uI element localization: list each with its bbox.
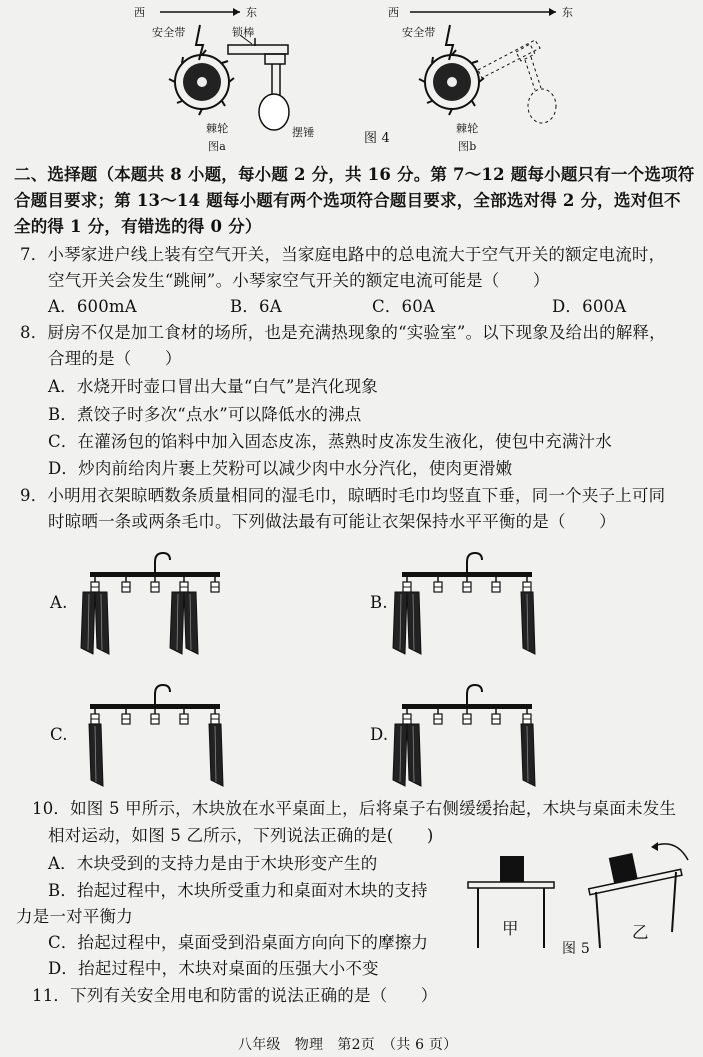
q7-stem-line2: 空气开关会发生“跳闸”。小琴家空气开关的额定电流可能是（ ） [48,271,550,290]
fig4-ratchet-label-a: 棘轮 [206,122,229,135]
fig4-west-label-a: 西 [134,6,146,19]
q10-stem-line2: 相对运动，如图 5 乙所示，下列说法正确的是( ) [48,826,434,845]
q8-option-b: B．煮饺子时多次“点水”可以降低水的沸点 [48,405,362,424]
fig4-caption-a: 图a [208,140,226,153]
q7-option-b: B．6A [230,297,282,316]
q7-option-a: A．600mA [48,297,137,316]
q10-option-b-line2: 力是一对平衡力 [16,907,133,926]
q10-stem-line1: 10．如图 5 甲所示，木块放在水平桌面上，后将桌子右侧缓缓抬起，木块与桌面未发生 [32,799,677,818]
fig5-label-jia: 甲 [502,919,519,938]
fig4-seatbelt-label-b: 安全带 [402,26,436,39]
fig4-pendulum-label: 摆锤 [292,126,315,139]
q9-label-b: B. [370,593,388,612]
q10-option-a: A．木块受到的支持力是由于木块形变产生的 [48,854,378,873]
q9-label-a: A. [50,593,68,612]
fig4-east-label-b: 东 [562,6,574,19]
q8-option-c: C．在灌汤包的馅料中加入固态皮冻，蒸熟时皮冻发生液化，使包中充满汁水 [48,432,612,451]
fig4-caption-b: 图b [458,140,477,153]
section-heading-line1: 二、选择题（本题共 8 小题，每小题 2 分，共 16 分。第 7～12 题每小题只有一个选项符 [14,165,695,184]
fig5-title: 图 5 [562,941,590,957]
q10-option-c: C．抬起过程中，桌面受到沿桌面方向向下的摩擦力 [48,933,429,952]
fig4-east-label-a: 东 [246,6,258,19]
q7-option-d: D．600A [552,297,627,316]
q9-label-c: C. [50,725,68,744]
q8-option-a: A．水烧开时壶口冒出大量“白气”是汽化现象 [48,377,378,396]
q11-stem-line1: 11．下列有关安全用电和防雷的说法正确的是（ ） [32,986,438,1005]
section-heading-line2: 合题目要求；第 13～14 题每小题有两个选项符合题目要求，全部选对得 2 分，选对但不 [14,191,681,210]
fig4-west-label-b: 西 [388,6,400,19]
fig4-seatbelt-label-a: 安全带 [152,26,186,39]
q9-stem-line2: 时晾晒一条或两条毛巾。下列做法最有可能让衣架保持水平平衡的是（ ） [48,512,616,531]
q7-stem-line1: 7．小琴家进户线上装有空气开关，当家庭电路中的总电流大于空气开关的额定电流时， [20,245,666,264]
fig4-ratchet-label-b: 棘轮 [456,122,479,135]
q10-option-b-line1: B．抬起过程中，木块所受重力和桌面对木块的支持 [48,881,428,900]
q10-option-d: D．抬起过程中，木块对桌面的压强大小不变 [48,959,379,978]
q8-option-d: D．炒肉前给肉片裹上芡粉可以减少肉中水分汽化，使肉更滑嫩 [48,459,513,478]
q9-label-d: D. [370,725,389,744]
q7-option-c: C．60A [372,297,436,316]
fig4-title: 图 4 [364,131,391,146]
fig5-label-yi: 乙 [632,923,649,942]
q9-stem-line1: 9．小明用衣架晾晒数条质量相同的湿毛巾，晾晒时毛巾均竖直下垂，同一个夹子上可同 [20,486,666,505]
page-footer: 八年级 物理 第2页 （共 6 页） [238,1037,458,1053]
section-heading-line3: 全的得 1 分，有错选的得 0 分） [14,217,262,236]
fig4-lock-rod-label: 锁棒 [232,26,255,39]
q8-stem-line1: 8．厨房不仅是加工食材的场所，也是充满热现象的“实验室”。以下现象及给出的解释， [20,323,666,342]
q8-stem-line2: 合理的是（ ） [48,349,182,368]
